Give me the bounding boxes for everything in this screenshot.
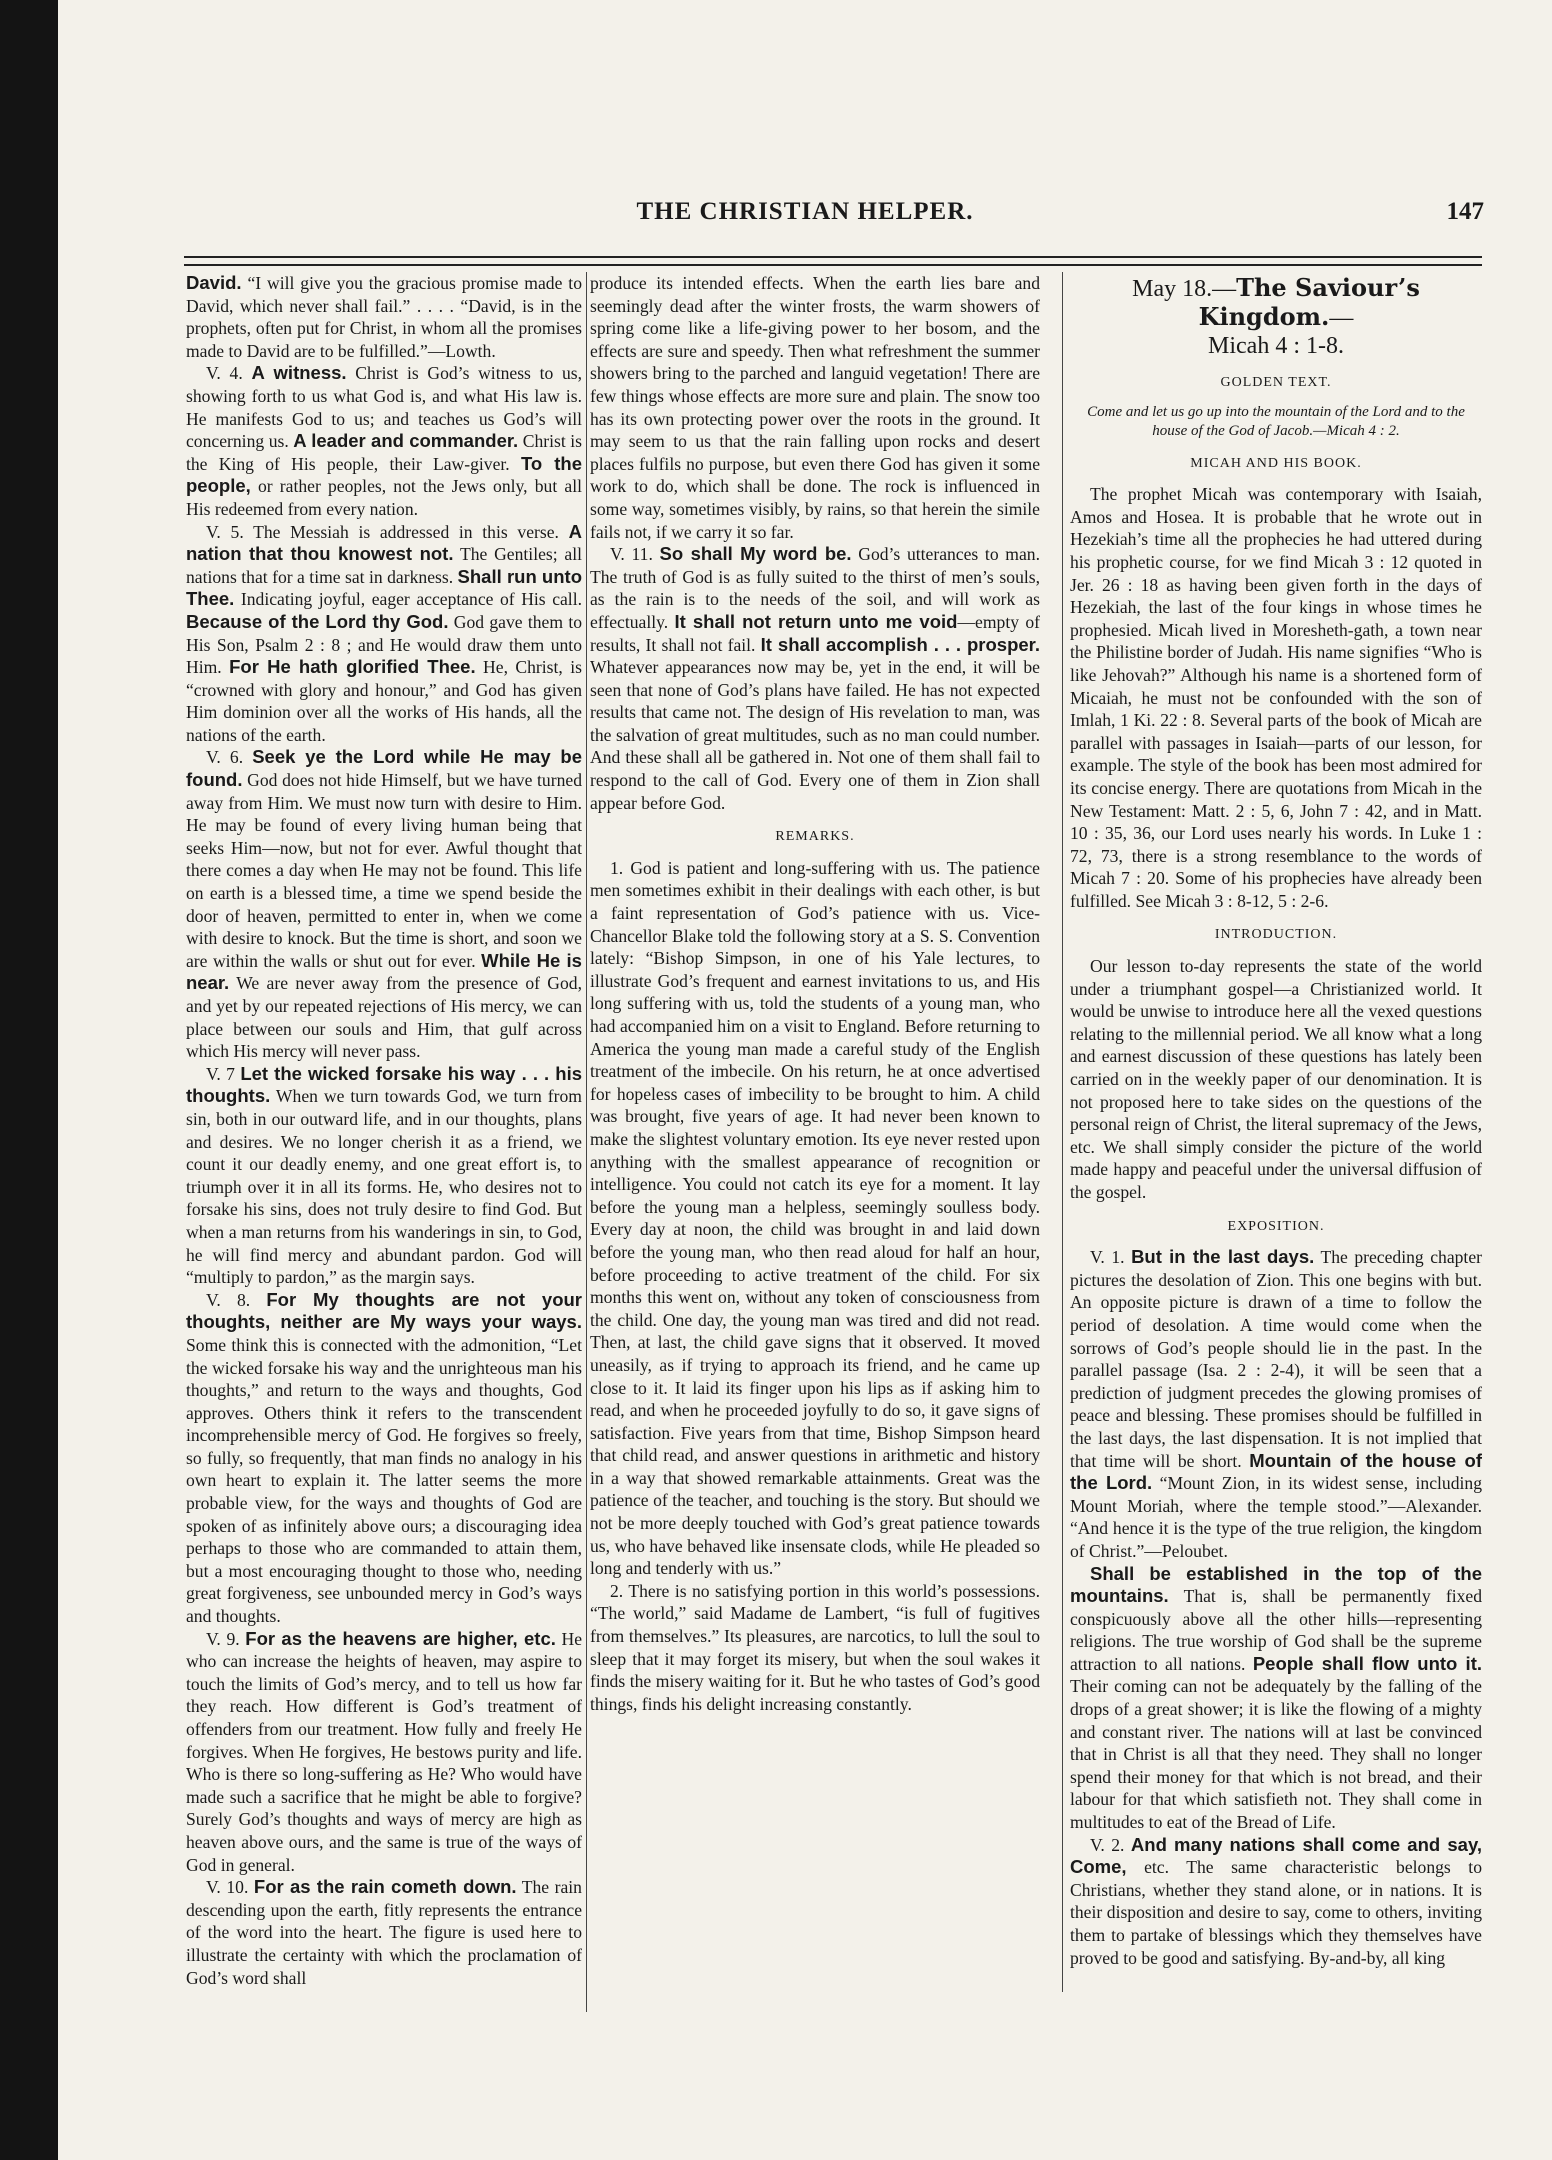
- paragraph: [186, 362, 582, 520]
- section-heading-remarks: REMARKS.: [775, 829, 855, 845]
- scan-edge: [0, 0, 58, 2160]
- keyword: Shall run unto Thee.: [186, 565, 582, 610]
- page-header: [58, 198, 1552, 238]
- text: The Gentiles; all nations that for a time sat in darkness.: [186, 544, 582, 587]
- text: God gave them to His Son, Psalm 2 : 8 ; and He would draw them unto Him.: [186, 611, 582, 678]
- text: —empty of results, It shall not fail.: [590, 611, 1040, 655]
- text: Christ is God’s witness to us, showing forth to us what God is, and what His law is. He manifests God to us; and teaches us God’s will concerning us.: [186, 363, 582, 452]
- verse-ref: V. 1.: [1090, 1247, 1125, 1268]
- text: Some think this is connected with the admonition, “Let the wicked forsake his way and the unrighteous man his thoughts,” and return to the ways and thoughts, God approves. Others think it refers to the transcendent incomprehensible mercy of God. He forgives so freely, so fully, so frequently, that man finds no analogy in his own heart to explain it. The latter seems the more probable view, for the ways and thoughts of God are spoken of as infinitely above ours; a discouraging idea perhaps to those who are commanded to attain them, but a most encouraging thought to those who, needing great forgiveness, see unbounded mercy in God’s ways and thoughts.: [186, 1334, 582, 1627]
- text: The Messiah is addressed in this verse.: [243, 521, 559, 542]
- golden-text: Come and let us go up into the mountain of the Lord and to the house of the God of Jacob.—Micah 4 : 2.: [1087, 403, 1465, 439]
- verse-ref: V. 10.: [206, 1877, 249, 1898]
- paragraph: [590, 543, 1040, 814]
- verse-ref: V. 6.: [206, 747, 244, 768]
- page: [58, 0, 1552, 2160]
- keyword: So shall My word be.: [659, 543, 852, 565]
- keyword: A leader and commander.: [293, 430, 519, 452]
- keyword: Seek ye the Lord while He may be found.: [186, 746, 582, 791]
- column-3: [1070, 272, 1482, 2032]
- lesson-heading: [1070, 274, 1482, 360]
- paragraph: [1070, 1563, 1482, 1834]
- column-divider-1: [586, 272, 587, 2012]
- verse-ref: V. 8.: [206, 1289, 251, 1310]
- text: God does not hide Himself, but we have turned away from Him. We must now turn with desire to Him. He may be found of every living human being that seeks Him—now, but not for ever. Awful thought that there comes a day when He may not be found. This life on earth is a blessed time, a time we spend beside the door of heaven, permitted to enter in, when we come with desire to knock. But the time is short, and soon we are within the walls or shut out for ever.: [186, 770, 582, 971]
- text: He who can increase the heights of heaven, may aspire to touch the limits of God’s mercy, and to tell us how far they reach. How different is God’s treatment of offenders from our treatment. How fully and freely He forgives. When He forgives, He bestows purity and life. Who is there so long-suffering as He? Who would have made such a sacrifice that he might be able to forgive? Surely God’s thoughts and ways of mercy are high as heaven above ours, and the same is true of the ways of God in general.: [186, 1628, 582, 1875]
- text: He, Christ, is “crowned with glory and honour,” and God has given Him dominion over all the works of His hands, all the nations of the earth.: [186, 657, 582, 745]
- paragraph: [186, 521, 582, 747]
- keyword: People shall flow unto it.: [1252, 1652, 1482, 1674]
- section-heading-micah-book: MICAH AND HIS BOOK.: [1190, 455, 1362, 471]
- header-rule: [184, 256, 1482, 266]
- text: Indicating joyful, eager acceptance of His call.: [234, 589, 582, 610]
- keyword: For My thoughts are not your thoughts, neither are My ways your ways.: [186, 1288, 582, 1333]
- lesson-dash: —: [1329, 305, 1354, 331]
- lesson-title: The Saviour’s Kingdom.: [1198, 273, 1420, 331]
- text: That is, shall be permanently fixed conspicuously above all the other hills—representing religions. The true worship of God shall be the supreme attraction to all nations.: [1070, 1586, 1482, 1674]
- keyword: David.: [186, 272, 242, 293]
- text: We are never away from the presence of God, and yet by our repeated rejections of His mercy, we can place between our souls and Him, that gulf across which His mercy will never pass.: [186, 973, 582, 1062]
- keyword: For as the rain cometh down.: [253, 1876, 517, 1898]
- running-title: THE CHRISTIAN HELPER.: [636, 198, 974, 225]
- text: Their coming can not be adequately by the falling of the drops of a great shower; it is like the flowing of a mighty and constant river. The nations will at last be convinced that in Christ is all that they need. They shall no longer spend their money for that which is not bread, and their labour for that which satisfieth not. They shall come in multitudes to eat of the Bread of Life.: [1070, 1676, 1482, 1833]
- section-heading-introduction: INTRODUCTION.: [1214, 927, 1338, 943]
- keyword: For as the heavens are higher, etc.: [245, 1627, 556, 1649]
- verse-ref: V. 9.: [206, 1628, 240, 1649]
- keyword: Shall be established in the top of the mountains.: [1070, 1562, 1482, 1607]
- text: When we turn towards God, we turn from sin, both in our outward life, and in our thoughts, plans and desires. We no longer cherish it as a friend, we count it our deadly enemy, and one great effort is, to triumph over it in all its forms. He, who desires not to forsake his sins, does not truly desire to find God. But when a man returns from his wanderings in sin, to God, he will find mercy and abundant pardon. God will “multiply to pardon,” as the margin says.: [186, 1086, 582, 1288]
- paragraph: The prophet Micah was contemporary with Isaiah, Amos and Hosea. It is probable that he wrote out in Hezekiah’s time all the prophecies he had uttered during his prophetic course, for we find Micah 3 : 12 quoted in Jer. 26 : 18 as having been given forth in the days of Hezekiah, the last of the four kings in whose times he prophesied. Micah lived in Moresheth-gath, a town near the Philistine border of Judah. His name signifies “Who is like Jehovah?” Although his name is a shortened form of Micaiah, he must not be confounded with the son of Imlah, 1 Ki. 22 : 8. Several parts of the book of Micah are parallel with passages in Isaiah—parts of our lesson, for example. The style of the book has been most admired for its concise energy. There are quotations from Micah in the New Testament: Matt. 2 : 5, 6, John 7 : 42, and in Matt. 10 : 35, 36, our Lord uses nearly his words. In Luke 1 : 72, 73, there is a strong resemblance to the words of Micah 7 : 20. Some of his prophecies have already been fulfilled. See Micah 3 : 8-12, 5 : 2-6.: [1070, 484, 1482, 911]
- keyword: Mountain of the house of the Lord.: [1070, 1449, 1482, 1494]
- paragraph: [186, 746, 582, 1062]
- keyword: A nation that thou knowest not.: [186, 520, 582, 565]
- text: Whatever appearances now may be, yet in the end, it will be seen that none of God’s plans have failed. He has not expected results that came not. The design of His revelation to man, was the salvation of great multitudes, such as no man could number. And these shall all be gathered in. Not one of them shall fail to respond to the call of God. Every one of them in Zion shall appear before God.: [590, 657, 1040, 813]
- paragraph: Our lesson to-day represents the state of the world under a triumphant gospel—a Christianized world. It would be unwise to introduce here all the vexed questions relating to the millennial period. We all know what a long and earnest discussion of these questions has lately been carried on in the weekly paper of our denomination. It is not proposed here to take sides on the questions of the personal reign of Christ, the literal supremacy of the Jews, etc. We shall simply consider the picture of the world made happy and peaceful under the universal diffusion of the gospel.: [1070, 956, 1482, 1202]
- text: The rain descending upon the earth, fitly represents the entrance of the word into the heart. The figure is used here to illustrate the certainty with which the proclamation of God’s word shall: [186, 1877, 582, 1988]
- keyword: And many nations shall come and say, Come,: [1070, 1833, 1482, 1878]
- keyword: It shall accomplish . . . prosper.: [760, 633, 1040, 655]
- paragraph: [186, 1289, 582, 1628]
- keyword: While He is near.: [186, 949, 582, 994]
- keyword: Let the wicked forsake his way . . . his thoughts.: [186, 1062, 582, 1107]
- paragraph: produce its intended effects. When the earth lies bare and seemingly dead after the winter frosts, the warm showers of spring come like a life-giving power to her bosom, and the effects are sure and speedy. Then what refreshment the summer showers bring to the parched and languid vegetation! There are few things whose effects are more sure and plain. The snow too has its own protecting power over the roots in the ground. It may seem to us that the rain falling upon rocks and desert places fulfils no purpose, but even there God has given it some work to do, which shall be done. The rock is influenced in some way, sometimes visibly, by rains, so that herein the simile fails not, if we carry it so far.: [590, 273, 1040, 542]
- verse-ref: V. 7: [206, 1063, 235, 1084]
- paragraph: [186, 1063, 582, 1289]
- paragraph: 2. There is no satisfying portion in this world’s possessions. “The world,” said Madame de Lambert, “is full of fugitives from themselves.” Its pleasures, are narcotics, to lull the soul to sleep that it may forget its misery, but when the soul wakes it finds the misery waiting for it. But he who tastes of God’s good things, finds his delight increasing constantly.: [590, 1580, 1040, 1714]
- keyword: Because of the Lord thy God.: [186, 610, 449, 632]
- paragraph: [1070, 1834, 1482, 1970]
- verse-ref: V. 11.: [610, 544, 653, 565]
- text: God’s utterances to man. The truth of God is as fully suited to the thirst of men’s souls, as the rain is to the needs of the soil, and will work as effectually.: [590, 544, 1040, 632]
- keyword: To the people,: [186, 452, 582, 497]
- paragraph: [1070, 1246, 1482, 1562]
- paragraph: [186, 1628, 582, 1877]
- keyword: But in the last days.: [1131, 1246, 1315, 1268]
- section-heading-exposition: EXPOSITION.: [1227, 1218, 1325, 1234]
- text: Christ is the King of His people, their Law-giver.: [186, 431, 582, 474]
- keyword: It shall not return unto me void: [674, 610, 958, 632]
- verse-ref: V. 2.: [1090, 1834, 1125, 1855]
- lesson-reference: Micah 4 : 1-8.: [1208, 333, 1344, 359]
- paragraph: [186, 272, 582, 362]
- text: The preceding chapter pictures the desolation of Zion. This one begins with but. An opposite picture is drawn of a time to follow the period of desolation. A time would come when the sorrows of God’s people should lie in the past. In the parallel passage (Isa. 2 : 2-4), it will be seen that a prediction of judgment precedes the glowing promises of peace and blessing. These promises should be fulfilled in the last days, the last dispensation. It is not implied that that time will be short.: [1070, 1247, 1482, 1471]
- page-number: 147: [1446, 198, 1484, 225]
- keyword: A witness.: [251, 362, 347, 384]
- text: etc. The same characteristic belongs to Christians, whether they stand alone, or in nations. It is their disposition and desire to say, come to others, inviting them to partake of blessings which they themselves have proved to be good and satisfying. By-and-by, all king: [1070, 1857, 1482, 1968]
- column-2: [590, 272, 1040, 1992]
- keyword: For He hath glorified Thee.: [229, 656, 476, 678]
- verse-ref: V. 5.: [206, 521, 244, 542]
- lesson-date: May 18.—: [1132, 276, 1237, 302]
- paragraph: 1. God is patient and long-suffering with us. The patience men sometimes exhibit in their dealings with each other, is but a faint representation of God’s patience with us. Vice-Chancellor Blake told the following story at a S. S. Convention lately: “Bishop Simpson, in one of his Yale lectures, to illustrate God’s frequent and earnest invitations to us, and His long suffering with us, told the students of a young man, who had accompanied him on a visit to England. Before returning to America the young man made a careful study of the English treatment of the imbecile. On his return, he at once advertised for hopeless cases of imbecility to be brought to him. A child was brought, five years of age. It had never been known to make the slightest voluntary emotion. Its eye never rested upon anything with the smallest appearance of recognition or intelligence. You could not catch its eye for a moment. It lay before the young man a helpless, seemingly soulless body. Every day at noon, the child was brought in and laid down before the young man, who then read aloud for half an hour, before proceeding to active treatment of the child. For six months this went on, without any token of consciousness from the child. One day, the young man was tired and did not read. Then, at last, the child gave signs that it observed. It moved uneasily, as if trying to approach its friend, and he came up close to it. It laid its finger upon his lips as if asking him to read, and when he proceeded joyfully to do so, it gave signs of satisfaction. Five years from that time, Bishop Simpson heard that child read, and answer questions in arithmetic and history in a way that showed remarkable attainments. Great was the patience of the teacher, and touching is the story. But should we not be more deeply touched with God’s great patience towards us, who have behaved like insensate clods, while He pleaded so long and tenderly with us.”: [590, 857, 1040, 1579]
- column-divider-2: [1062, 272, 1063, 1992]
- section-heading-golden-text: GOLDEN TEXT.: [1220, 375, 1332, 390]
- column-1: [186, 272, 582, 2032]
- verse-ref: V. 4.: [206, 363, 243, 384]
- text: “Mount Zion, in its widest sense, including Mount Moriah, where the temple stood.”—Alexander. “And hence it is the type of the true religion, the kingdom of Christ.”—Peloubet.: [1070, 1473, 1482, 1561]
- paragraph: [186, 1876, 582, 1989]
- text: or rather peoples, not the Jews only, but all His redeemed from every nation.: [186, 476, 582, 519]
- text: “I will give you the gracious promise made to David, which never shall fail.” . . . . “David, is in the prophets, often put for Christ, in whom all the promises made to David are to be fulfilled.”—Lowth.: [186, 273, 582, 361]
